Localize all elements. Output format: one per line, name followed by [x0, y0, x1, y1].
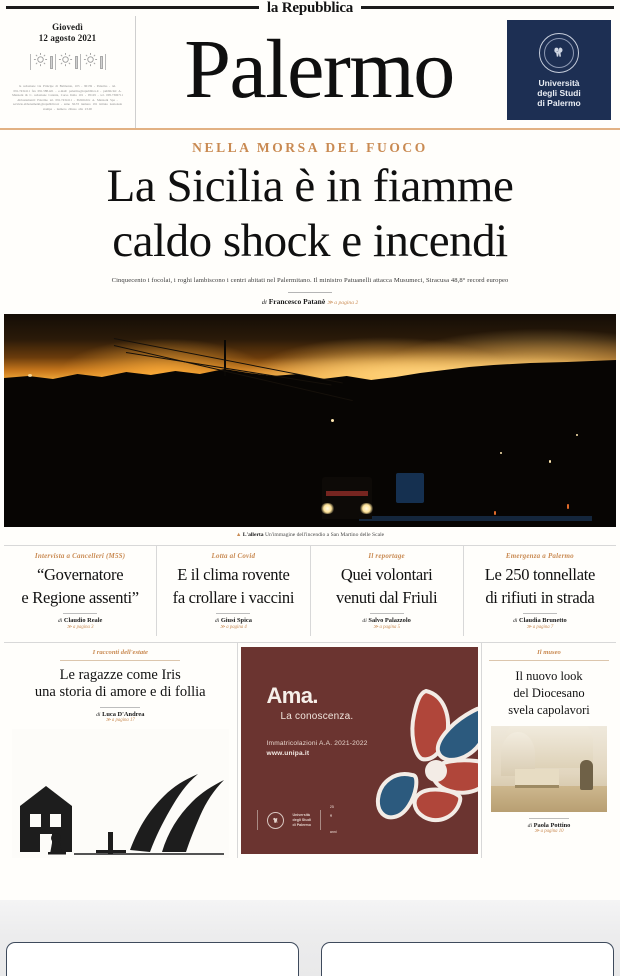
date-weekday: Giovedì — [52, 22, 83, 32]
byline-author: Giusi Spica — [220, 617, 252, 624]
column-kicker: Emergenza a Palermo — [505, 552, 574, 560]
byline-prefix: di — [57, 618, 63, 624]
museum-interior-photo[interactable] — [491, 726, 607, 812]
banner-rule-right — [361, 6, 614, 9]
unipa-logo[interactable] — [507, 20, 611, 120]
page-title: Palermo — [184, 23, 454, 116]
photo-statue — [580, 760, 593, 790]
thermometer-icon — [75, 56, 78, 69]
university-seal-icon — [267, 812, 284, 829]
story-column-reportage[interactable] — [311, 546, 464, 636]
colophon: la redazione via Principe di Belmonte, 103 - 90139 - Palermo - tel. 091.7434111 fax 091.588.421 - e-mail: palermo@repubblica.it - pubblicità: A. Manzoni & C. redazione Catania, Corso Italia 101 - 95129 - tel. 095.7306711 Abbonamenti: Palermo tel. 091.7434111 - Pubblicità: A. Manzoni Spa - servizio.abbonamenti@repubblica.it - anno XLVI numero 191 istituto nazionale stampa - numero chiuso alle 23.00 — [12, 84, 123, 111]
university-seal-icon — [539, 33, 579, 73]
column-page-ref: ≫ a pagina 4 — [220, 625, 247, 630]
photo-light-point — [549, 460, 552, 463]
bottom-right-divider — [529, 818, 569, 819]
ad-url[interactable]: www.unipa.it — [266, 750, 310, 757]
byline-prefix: di — [527, 823, 532, 829]
byline-author: Paola Pottino — [533, 822, 571, 829]
column-byline — [11, 617, 149, 624]
photo-road-sign — [396, 473, 424, 503]
column-headline-line-1: E il clima rovente — [177, 565, 290, 584]
repubblica-wordmark: la Repubblica — [266, 0, 354, 16]
bottom-section — [4, 642, 616, 858]
sun-icon — [33, 52, 48, 72]
column-kicker: Lotta al Covid — [211, 552, 256, 560]
ad-footer — [257, 802, 337, 838]
wildfire-night-photo[interactable] — [4, 314, 616, 527]
column-page-ref: ≫ a pagina 5 — [373, 625, 400, 630]
photo-truck-stripe — [326, 491, 368, 496]
column-kicker: Intervista a Cancelleri (M5S) — [34, 552, 126, 560]
masthead-sponsor-block[interactable] — [502, 16, 620, 128]
bottom-kicker-rule — [60, 660, 180, 661]
column-headline-line-1: “Governatore — [37, 565, 124, 584]
repubblica-banner — [0, 0, 620, 16]
banner-rule-left — [6, 6, 259, 9]
ad-org-line-3: di Palermo — [292, 822, 311, 827]
page-thumbnail[interactable] — [321, 942, 614, 976]
ad-org-name — [293, 813, 311, 828]
bottom-right-headline-line-2: del Diocesano — [513, 686, 585, 700]
bottom-right-headline-line-3: svela capolavori — [508, 703, 590, 717]
viewer-chrome — [0, 900, 620, 976]
column-headline-line-2: fa crollare i vaccini — [172, 588, 295, 607]
photo-ridge-silhouette — [4, 360, 616, 527]
caption-text: Un'immagine dell'incendio a San Martino delle Scale — [265, 532, 385, 538]
lead-headline-line-1: La Sicilia è in fiamme — [106, 160, 514, 212]
lead-headline-line-2: caldo shock e incendi — [112, 215, 508, 267]
lead-photo-block[interactable] — [4, 314, 616, 539]
bottom-right-kicker: Il museo — [537, 649, 561, 656]
thermometer-icon — [50, 56, 53, 69]
photo-guardrail — [359, 516, 592, 521]
column-byline — [318, 617, 456, 624]
ad-org-line-1: Università — [292, 812, 310, 817]
byline-author: Claudio Reale — [63, 617, 103, 624]
bottom-right-byline — [489, 822, 609, 829]
bottom-page-ref: ≫ a pagina 17 — [105, 718, 135, 723]
column-divider — [216, 613, 250, 614]
byline-author: Salvo Palazzolo — [368, 617, 411, 624]
caption-lead: L'allerta — [242, 532, 264, 538]
unipa-line-3: di Palermo — [537, 97, 581, 108]
bottom-right-headline-line-1: Il nuovo look — [515, 669, 583, 683]
column-divider — [370, 613, 404, 614]
weather-divider — [30, 54, 31, 70]
weather-divider — [105, 54, 106, 70]
sun-icon — [83, 52, 98, 72]
bottom-headline-line-1: Le ragazze come Iris — [59, 667, 181, 683]
column-byline — [164, 617, 302, 624]
ad-footer-rule — [257, 810, 258, 830]
column-page-ref: ≫ a pagina 3 — [66, 625, 94, 630]
byline-author: Francesco Patanè — [268, 297, 326, 306]
masthead-title-block — [136, 16, 502, 128]
column-headline-line-1: Le 250 tonnellate — [484, 565, 596, 584]
unipa-line-1: Università — [538, 77, 580, 88]
ad-tagline: La conoscenza. — [280, 711, 354, 722]
byline-page-ref: ≫ a pagina 2 — [327, 300, 359, 306]
story-column-rifiuti[interactable] — [464, 546, 616, 636]
byline-prefix: di — [96, 712, 101, 718]
lead-story[interactable] — [0, 130, 620, 306]
unipa-ama-ad[interactable] — [241, 647, 478, 854]
unipa-logo-text — [537, 78, 580, 108]
photo-caption — [4, 527, 616, 539]
bottom-headline-line-2: una storia di amore e di follia — [34, 684, 206, 700]
weather-divider — [55, 54, 56, 70]
byline-prefix: di — [362, 618, 367, 624]
photo-fire-truck — [322, 477, 372, 519]
photo-light-point — [494, 511, 496, 515]
page-thumbnail-row — [0, 942, 620, 976]
masthead — [0, 16, 620, 128]
ad-anniversary-badge — [330, 802, 337, 838]
ad-enrolment: Immatricolazioni A.A. 2021-2022 — [266, 740, 368, 747]
bottom-right-page-ref: ≫ a pagina 10 — [534, 829, 564, 834]
column-headline-line-2: di rifiuti in strada — [485, 588, 595, 607]
story-illustration — [12, 729, 229, 858]
unipa-line-2: degli Studi — [537, 87, 581, 98]
advertisement-slot[interactable] — [238, 643, 481, 858]
secondary-stories-strip — [4, 545, 616, 636]
byline-prefix: di — [261, 299, 267, 306]
date-full: 12 agosto 2021 — [38, 33, 97, 43]
weather-strip — [30, 52, 106, 72]
lead-kicker: NELLA MORSA DEL FUOCO — [192, 140, 428, 155]
ad-brand: Ama. — [266, 683, 318, 708]
anniversary-label: anni — [329, 830, 337, 834]
ad-org-line-2: degli Studi — [292, 817, 311, 822]
caption-marker-icon: ▲ — [235, 532, 242, 538]
lead-subhead: Cinquecento i focolai, i roghi lambiscono i centri abitati nel Palermitano. Il ministro Patuanelli attacca Musumeci, Siracusa 48,8° record europeo — [111, 277, 509, 284]
column-divider — [523, 613, 557, 614]
bottom-byline — [12, 711, 229, 718]
sun-icon — [58, 52, 73, 72]
masthead-date-block — [0, 16, 136, 128]
photo-display-table — [515, 769, 559, 788]
column-divider — [63, 613, 97, 614]
byline-divider — [288, 292, 332, 293]
story-racconti-estate[interactable] — [4, 643, 238, 858]
byline-prefix: di — [513, 618, 518, 624]
bottom-right-kicker-rule — [489, 660, 609, 661]
anniversary-sup: ° — [329, 815, 333, 822]
story-column-covid[interactable] — [157, 546, 310, 636]
thermometer-icon — [100, 56, 103, 69]
column-kicker: Il reportage — [368, 552, 405, 560]
lead-byline — [8, 297, 612, 306]
page-thumbnail[interactable] — [6, 942, 299, 976]
column-headline-line-1: Quei volontari — [340, 565, 433, 584]
column-byline — [471, 617, 609, 624]
unipa-flower-icon — [356, 675, 478, 830]
bottom-kicker: I racconti dell'estate — [92, 649, 148, 656]
byline-author: Claudia Brunetto — [518, 617, 567, 624]
weather-divider — [80, 54, 81, 70]
story-museo[interactable] — [481, 643, 616, 858]
column-page-ref: ≫ a pagina 7 — [526, 625, 554, 630]
byline-author: Luca D'Andrea — [102, 711, 145, 718]
column-headline-line-2: venuti dal Friuli — [336, 588, 438, 607]
ad-footer-rule — [320, 810, 321, 830]
story-column-cancelleri[interactable] — [4, 546, 157, 636]
column-headline-line-2: e Regione assenti” — [21, 588, 139, 607]
anniversary-number: 25 — [329, 805, 334, 810]
ad-enrolment-block — [267, 739, 368, 759]
bottom-divider — [100, 707, 140, 708]
byline-prefix: di — [214, 618, 220, 624]
